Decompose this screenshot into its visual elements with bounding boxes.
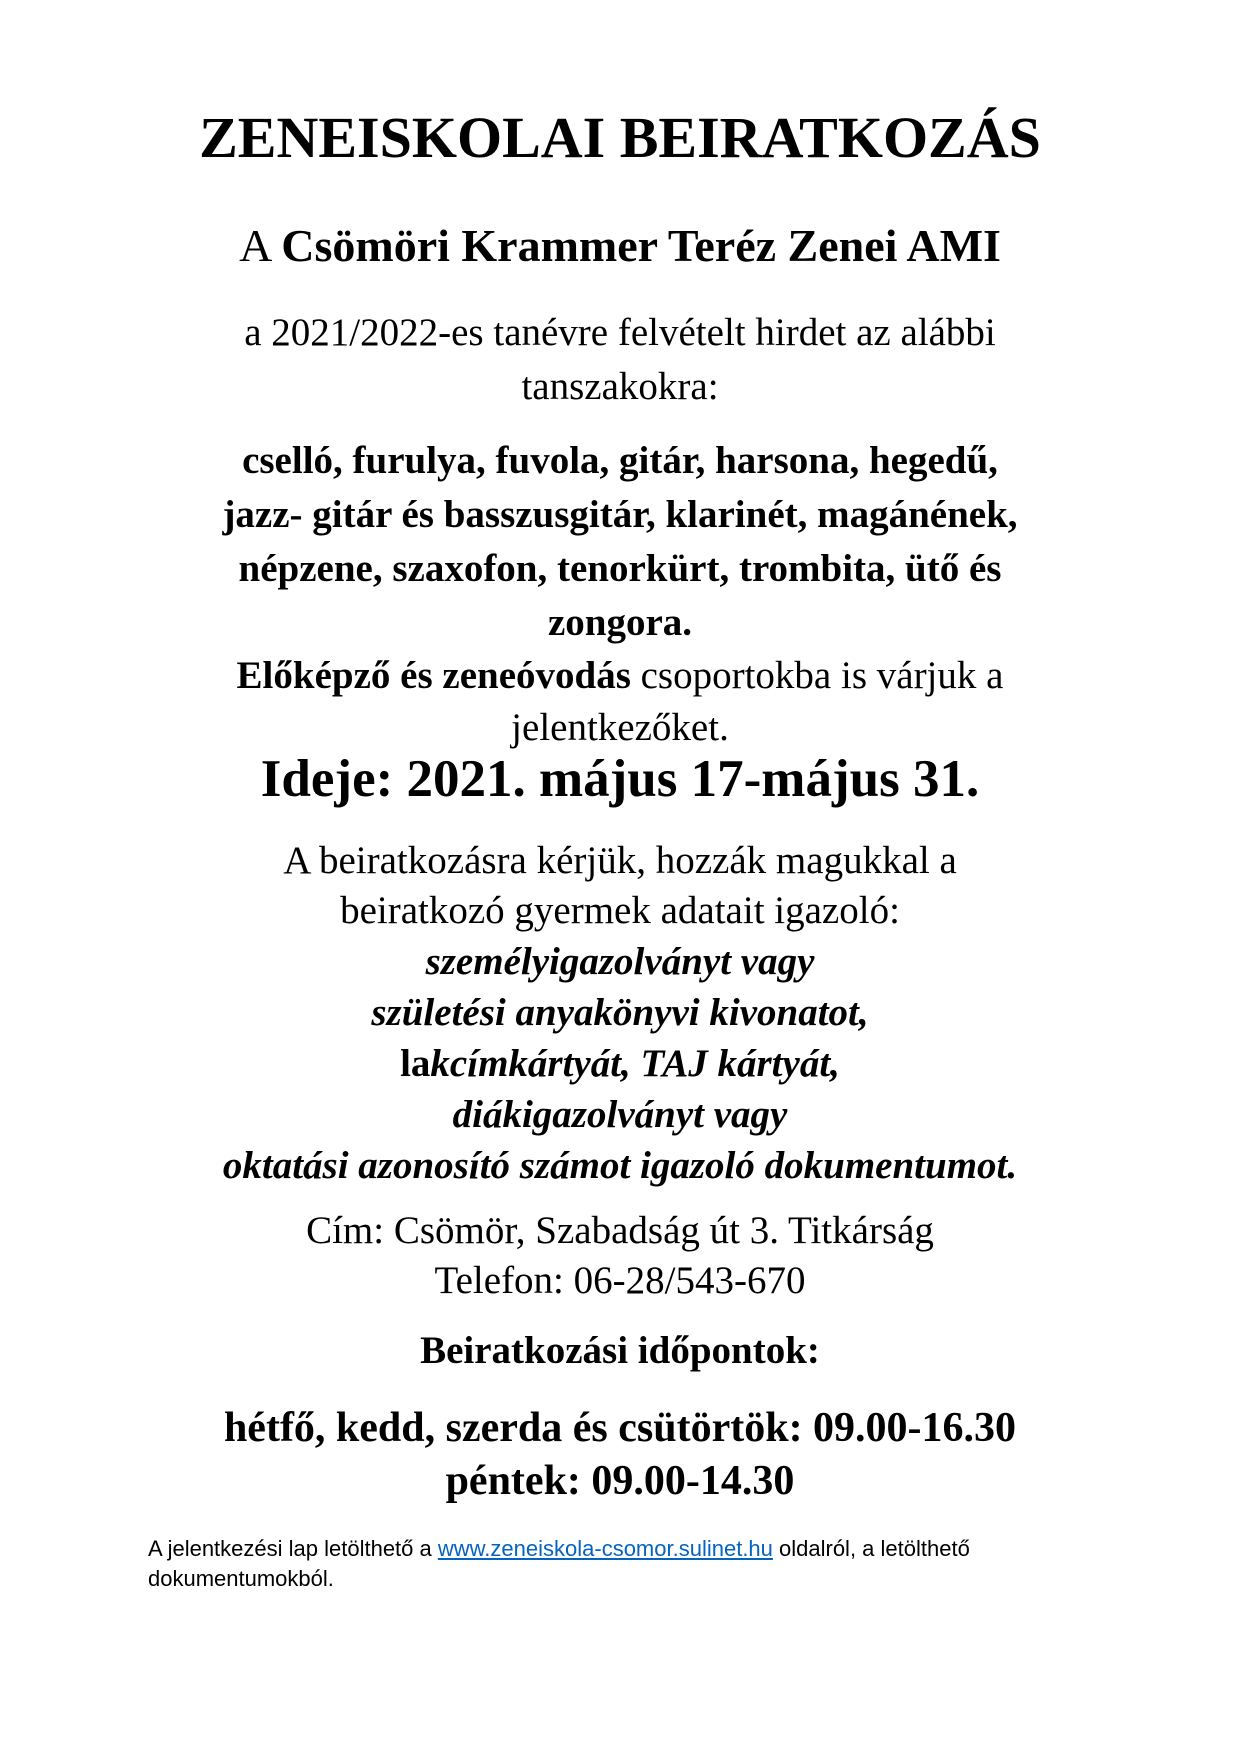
- instrument-line-4: zongora.: [547, 601, 693, 644]
- document-item-prefix: la: [400, 1042, 431, 1085]
- footnote-line-2: dokumentumokból.: [148, 1566, 334, 1591]
- footnote-before: A jelentkezési lap letölthető a: [148, 1536, 438, 1561]
- school-name: [150, 218, 1090, 274]
- instrument-line-2: jazz- gitár és basszusgitár, klarinét, magánének,: [222, 493, 1018, 536]
- hours-heading: [150, 1326, 1090, 1376]
- instrument-line-1: cselló, furulya, fuvola, gitár, harsona, hegedű,: [242, 439, 998, 482]
- phone: Telefon: 06-28/543-670: [434, 1259, 806, 1302]
- hours-weekdays: hétfő, kedd, szerda és csütörtök: 09.00-16.30: [223, 1405, 1017, 1451]
- preschool-line-1: [150, 650, 1090, 702]
- enrollment-dates: [150, 747, 1090, 811]
- document-item: oktatási azonosító számot igazoló dokumentumot.: [222, 1144, 1018, 1187]
- hours-heading-text: Beiratkozási időpontok:: [420, 1329, 820, 1372]
- document-item: diákigazolványt vagy: [452, 1093, 788, 1136]
- footnote-line-1: [148, 1534, 1108, 1564]
- preschool-text: [150, 650, 1090, 754]
- school-prefix: A: [239, 220, 282, 271]
- website-link[interactable]: www.zeneiskola-csomor.sulinet.hu: [437, 1536, 773, 1561]
- intro-line-2: tanszakokra:: [521, 365, 719, 408]
- footnote-after: oldalról, a letölthető: [772, 1536, 970, 1561]
- opening-hours: [150, 1402, 1090, 1508]
- page-title: [150, 103, 1090, 173]
- intro-line-1: a 2021/2022-es tanévre felvételt hirdet az alábbi: [244, 311, 996, 354]
- documents-intro: [150, 836, 1090, 936]
- school-name-text: Csömöri Krammer Teréz Zenei AMI: [281, 220, 1001, 271]
- page-title-text: ZENEISKOLAI BEIRATKOZÁS: [199, 105, 1041, 170]
- contact-info: [150, 1206, 1090, 1306]
- document-item: személyigazolványt vagy: [425, 940, 815, 983]
- documents-intro-line-2: beiratkozó gyermek adatait igazoló:: [340, 889, 900, 932]
- required-documents-list: [150, 936, 1090, 1191]
- documents-intro-line-1: A beiratkozásra kérjük, hozzák magukkal a: [283, 839, 957, 882]
- document-item-rest: kcímkártyát, TAJ kártyát,: [430, 1042, 840, 1085]
- footnote: [148, 1534, 1108, 1594]
- address: Cím: Csömör, Szabadság út 3. Titkárság: [306, 1209, 934, 1252]
- document-item: [150, 1038, 1090, 1089]
- preschool-rest: csoportokba is várjuk a: [630, 654, 1004, 697]
- hours-friday: péntek: 09.00-14.30: [445, 1458, 795, 1504]
- enrollment-dates-text: Ideje: 2021. május 17-május 31.: [260, 750, 980, 808]
- instrument-line-3: népzene, szaxofon, tenorkürt, trombita, ütő és: [238, 547, 1002, 590]
- preschool-line-2: jelentkezőket.: [511, 706, 729, 749]
- preschool-bold: Előképző és zeneóvodás: [236, 654, 631, 697]
- intro-text: [150, 306, 1090, 414]
- instrument-list: [150, 434, 1090, 650]
- document-item: születési anyakönyvi kivonatot,: [371, 991, 869, 1034]
